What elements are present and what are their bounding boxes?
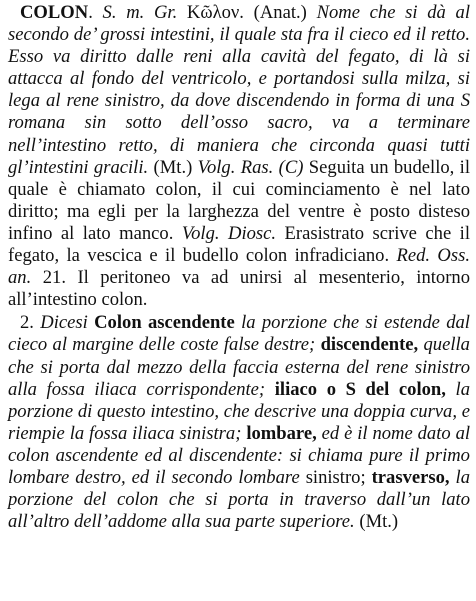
quote-red-oss: Il peritoneo va ad unirsi al mesenterio, intorno all’intestino colon. [8, 267, 471, 311]
term-discendente: discendente, [320, 334, 419, 356]
citation-abbrev: (Mt.) [153, 156, 193, 178]
term-iliaco: iliaco o S del colon, [274, 378, 446, 400]
quote-volg-diosc: Erasistrato scrive che il fegato, la vescica e il budello colon infradiciano. [8, 222, 471, 267]
def-ascendente: la porzione che si estende dal cieco al margine delle coste false destre; [8, 312, 470, 356]
source-volg-ras: Volg. Ras. (C) [197, 156, 304, 178]
main-definition: Nome che si dà al secondo de’ grossi intestini, il quale sta fra il cieco ed il retto. Esso va diritto dalle reni alla cavità del fegato, di là si attacca al fondo del ventricolo, e portandosi sulla milza, si lega al rene sinistro, da dove discendendo in forma di una S romana sin sotto dell’osso sacro, va a terminare nell’intestino retto, di maniera che circonda quasi tutti gl’intestini gracili. [8, 2, 470, 178]
term-colon-ascendente: Colon ascendente [94, 312, 235, 334]
source-volg-diosc: Volg. Diosc. [181, 222, 277, 244]
def-discendente: quella che si porta dal mezzo della faccia esterna del rene sinistro alla fossa iliaca corrispondente; [8, 334, 470, 400]
domain-label: (Anat.) [253, 2, 307, 23]
greek-etymon: Κῶλον. [186, 2, 244, 23]
def-lombare-sinistro: sinistro; [305, 466, 366, 488]
source-red-oss-number: 21. [42, 267, 66, 289]
closing-citation: (Mt.) [359, 511, 399, 533]
definition-paragraph-1: COLON. S. m. Gr. Κῶλον. (Anat.) Nome che si dà al secondo de’ grossi intestini, il quale sta fra il cieco ed il retto. Esso va diritto dalle reni alla cavità del fegato, di là si attacca al fondo del ventricolo, e portandosi sulla milza, si lega al rene sinistro, da dove discendendo in forma di una S romana sin sotto dell’osso sacro, va a terminare nell’intestino retto, di maniera che circonda quasi tutti gl’intestini gracili. (Mt.) Volg. Ras. (C) Seguita un budello, il quale è chiamato colon, il cui cominciamento è nel lato diritto; ma egli per la larghezza del ventre è posto disteso infino al lato manco. Volg. Diosc. Erasistrato scrive che il fegato, la vescica e il budello colon infradiciano. Red. Oss. an. 21. Il peritoneo va ad unirsi al mesenterio, intorno all’intestino colon. [8, 2, 471, 311]
def-iliaco: la porzione di questo intestino, che descrive una doppia curva, e riempie la fossa iliaca sinistra; [8, 378, 471, 444]
sense-number: 2. [20, 312, 34, 334]
source-red-oss: Red. Oss. an. [8, 245, 470, 289]
grammar-label: S. m. Gr. [102, 2, 178, 23]
term-lombare: lombare, [246, 422, 317, 444]
def-lombare-cont: pure il primo lombare destro, ed il secondo lombare [8, 444, 470, 488]
def-lombare: ed è il nome dato al colon ascendente ed al discendente: si chiama [8, 422, 471, 466]
definition-paragraph-2 [8, 312, 470, 533]
headword: COLON [20, 2, 89, 23]
quote-volg-ras: Seguita un budello, il quale è chiamato colon, il cui cominciamento è nel lato diritto; ma egli per la larghezza del ventre è posto disteso infino al lato manco. [8, 156, 471, 244]
def-trasverso: la porzione del colon che si porta in traverso dall’un lato all’altro dell’addome alla sua parte superiore. [8, 466, 471, 533]
term-trasverso: trasverso, [371, 466, 450, 488]
dicesi-label: Dicesi [40, 312, 88, 334]
